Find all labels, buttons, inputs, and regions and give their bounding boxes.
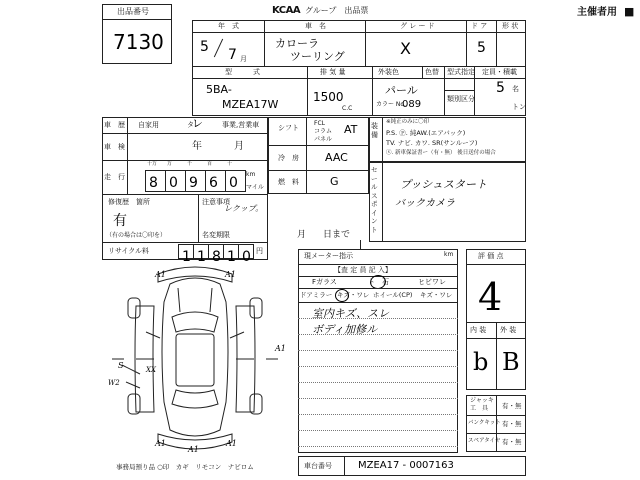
- month-value: 7: [228, 47, 237, 63]
- exterior-label: 外 装: [500, 326, 517, 334]
- equipment-label: 装備: [371, 122, 378, 139]
- meter-label: 現メーター指示: [304, 252, 353, 260]
- model-label: 車 名: [305, 22, 326, 30]
- inspect-note1: 室内キズ、スレ: [312, 307, 390, 320]
- color-no-prefix: カラー No.: [376, 101, 406, 108]
- recycle-label: リサイクル料: [108, 247, 150, 255]
- repair-label: 修復歴 箇所: [108, 198, 150, 206]
- mileage-grid-header: 万: [167, 161, 173, 167]
- mileage-grid-digit: 8: [149, 175, 158, 191]
- car-front-bumper: [158, 267, 232, 282]
- disp-label: 排 気 量: [320, 68, 346, 76]
- sales-point-line1: プッシュスタート: [400, 178, 488, 191]
- type-line2: MZEA17W: [222, 98, 279, 111]
- ruled-line: [298, 334, 458, 335]
- inspect-note2: ボディ加修ル: [312, 323, 378, 336]
- score-label: 評 価 点: [478, 252, 504, 260]
- grade-label: グ レ ー ド: [400, 22, 435, 30]
- car-roof: [176, 334, 214, 386]
- mileage-grid-digit: 0: [169, 175, 178, 191]
- name-change-day: 日まで: [323, 230, 351, 240]
- chassis-value: MZEA17 - 0007163: [358, 460, 454, 471]
- wheel-opts: キズ・ワレ: [420, 291, 453, 299]
- jack-label: ジャッキ 工 具: [470, 397, 494, 412]
- load-unit: トン: [512, 103, 526, 111]
- ac-value: AAC: [325, 151, 348, 164]
- shift-options: FCL コラム パネル: [314, 120, 333, 143]
- mileage-grid-header: 十万: [147, 161, 158, 167]
- recycle-grid-digit: 8: [212, 249, 221, 265]
- org-logo: KCAA: [272, 5, 301, 16]
- glass-label: Fガラス: [312, 278, 337, 286]
- host-label: 主催者用: [577, 7, 617, 18]
- history-mark: レ: [192, 117, 203, 130]
- equipment-line3: ⓢ. 新車保証書ー（有・無） 後日送付の場合: [386, 150, 496, 156]
- car-rear-window: [172, 390, 218, 408]
- car-body-outline: [162, 278, 228, 436]
- mark-a1-fl: A1: [155, 270, 166, 279]
- inspection-month: 月: [234, 141, 244, 152]
- type-line1: 5BA-: [206, 83, 232, 96]
- model-line2: ツーリング: [290, 50, 345, 63]
- ruled-line: [298, 414, 458, 415]
- capacity-unit: 名: [512, 85, 519, 93]
- model-line1: カローラ: [275, 37, 319, 50]
- mileage-grid-digit: 6: [209, 175, 218, 191]
- equipment-line1: P.S. Ⓟ. 純AW.(エアバック): [386, 129, 466, 137]
- recycle-grid-digit: 1: [227, 249, 236, 265]
- spare-has-none: 有・無: [502, 438, 522, 446]
- mileage-grid-digit: 9: [189, 175, 198, 191]
- caution-label: 注意事項: [202, 198, 230, 206]
- business-label: 事業,営業車: [222, 121, 260, 129]
- mark-a1-br: A1: [226, 439, 237, 448]
- mileage-unit-km: km: [246, 171, 256, 178]
- month-unit: 月: [240, 55, 247, 63]
- mark-a1-bl: A1: [155, 439, 166, 448]
- color-value: パール: [385, 84, 418, 97]
- cc-unit: C.C: [342, 105, 353, 112]
- mark-a1-r: A1: [275, 344, 286, 353]
- class-label: 型式指定: [447, 68, 475, 76]
- puncture-label: パンクキット: [468, 420, 501, 426]
- chassis-label: 車台番号: [304, 462, 332, 470]
- shape-label: 形 状: [502, 22, 519, 30]
- caution-value: レクップ。: [224, 204, 264, 213]
- door-value: 5: [477, 40, 486, 56]
- ruled-line: [298, 350, 458, 351]
- recycle-grid-digit: 1: [197, 249, 206, 265]
- door-label: ド ア: [471, 22, 488, 30]
- capacity-value: 5: [496, 80, 505, 96]
- sales-point-line2: バックカメラ: [395, 198, 455, 209]
- mileage-grid-header: 十: [227, 161, 233, 167]
- spare-label: スペアタイヤ: [468, 438, 501, 444]
- mark-w2: W2: [108, 379, 120, 387]
- host-mark: ■: [624, 5, 635, 18]
- displacement: 1500: [313, 90, 344, 104]
- recycle-grid-digit: 0: [242, 249, 251, 265]
- inspect-label: 【査 定 員 記 入】: [334, 266, 392, 274]
- score-value: 4: [478, 275, 503, 319]
- sales-point-label: セールスポイント: [371, 166, 378, 234]
- mileage-grid-digit: 0: [229, 175, 238, 191]
- color-no-label: 色替: [425, 68, 439, 76]
- lot-number: 7130: [113, 30, 164, 54]
- interior-label: 内 装: [470, 326, 487, 334]
- ruled-line: [298, 398, 458, 399]
- inspection-year: 年: [192, 141, 202, 152]
- glass-crack: ヒビワレ: [418, 278, 446, 286]
- inspection-label: 車 検: [104, 143, 125, 151]
- ruled-line: [298, 430, 458, 431]
- lot-label: 出品番号: [117, 7, 149, 16]
- name-change-label: 名変期限: [202, 231, 230, 239]
- equipment-line2: TV. ナビ. カワ. SR(サンルーフ): [386, 139, 478, 147]
- mileage-grid-header: 千: [187, 161, 193, 167]
- ruled-line: [298, 382, 458, 383]
- fuel-value: G: [330, 175, 339, 188]
- mileage-label: 走 行: [104, 173, 125, 181]
- category-label: 類別区分: [447, 95, 475, 103]
- puncture-has-none: 有・無: [502, 420, 522, 428]
- exterior-value: B: [502, 348, 520, 376]
- name-change-month: 月: [297, 230, 307, 240]
- ruled-line: [298, 366, 458, 367]
- history-label: 車 歴: [104, 121, 125, 129]
- repair-value: 有: [113, 213, 127, 229]
- shift-label: シフト: [278, 124, 299, 132]
- wheel-label: ホイール(CP): [373, 291, 413, 299]
- repair-note: （有の場合は〇印を）: [106, 232, 167, 239]
- grade-value: X: [400, 39, 411, 58]
- mirror-opts: キズ・ワレ: [337, 291, 370, 299]
- recycle-unit: 円: [256, 247, 263, 255]
- fuel-label: 燃 料: [278, 178, 299, 186]
- wheel-rl: [128, 394, 140, 414]
- diagram-footer: 事務局預り品 ○印 カギ リモコン ナビロム: [116, 463, 254, 471]
- mark-s: S: [118, 361, 124, 370]
- type-label: 型 式: [225, 68, 260, 76]
- mileage-grid-header: 百: [207, 161, 213, 167]
- ac-label: 冷 房: [278, 154, 299, 162]
- capacity-label: 定員・積載: [482, 68, 517, 76]
- wheel-fl: [128, 298, 140, 318]
- recycle-grid-digit: 1: [182, 249, 191, 265]
- color-label: 外装色: [378, 68, 399, 76]
- mark-a1-bc: A1: [188, 445, 199, 454]
- meter-unit: km: [444, 251, 454, 258]
- wheel-rr: [250, 394, 262, 414]
- mileage-unit-mile: マイル: [246, 184, 264, 191]
- year-value: 5: [200, 39, 209, 55]
- wheel-fr: [250, 298, 262, 318]
- shift-value: AT: [344, 123, 358, 136]
- mark-xx: XX: [146, 366, 156, 374]
- mirror-label: ドアミラー: [300, 291, 333, 299]
- mark-a1-fr: A1: [225, 270, 236, 279]
- ruled-line: [298, 446, 458, 447]
- car-diagram: [100, 262, 290, 462]
- interior-value: b: [473, 348, 489, 376]
- equipment-note: ※純正のみに〇印: [386, 119, 430, 125]
- doc-title: グループ 出品票: [305, 6, 369, 15]
- color-no-value: 089: [402, 99, 422, 110]
- glass-opts: ト 石: [368, 278, 389, 286]
- jack-has-none: 有・無: [502, 402, 522, 410]
- year-type-label: 年 式: [218, 22, 239, 30]
- ruled-line: [298, 318, 458, 319]
- history-options: 自家用 タ: [138, 121, 194, 129]
- car-windshield: [172, 312, 218, 332]
